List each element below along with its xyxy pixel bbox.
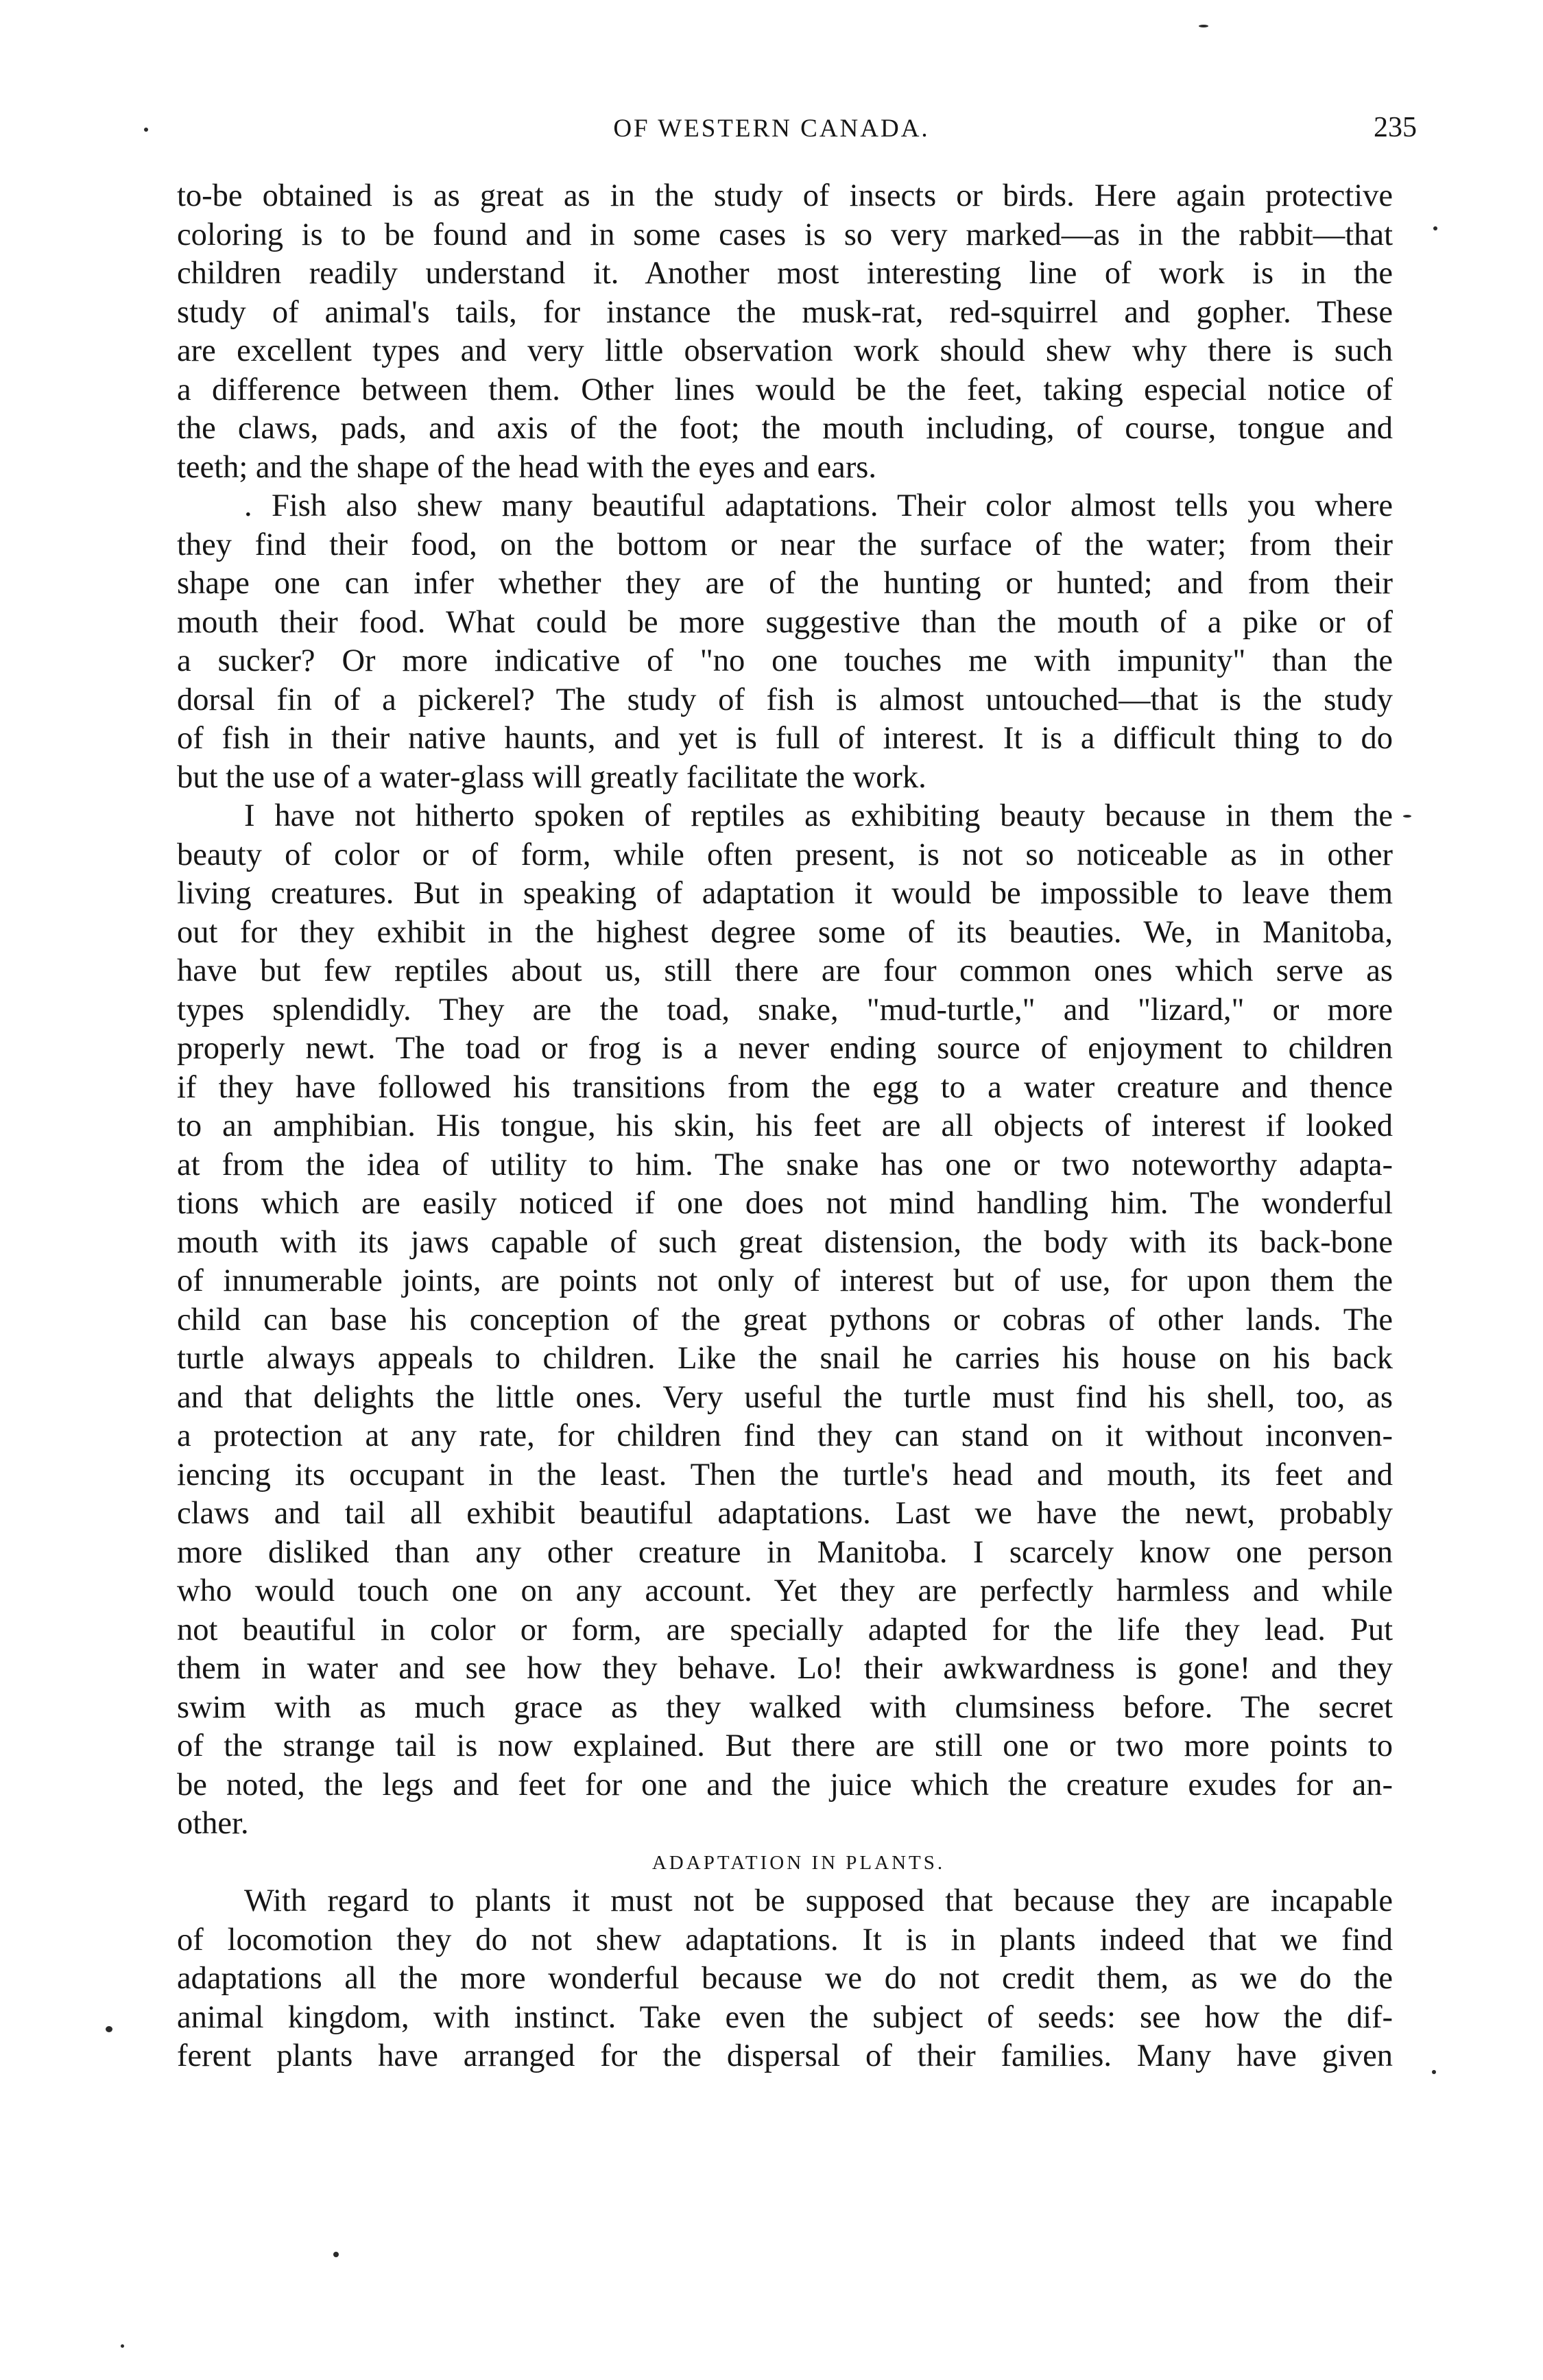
scan-speck [121, 2344, 124, 2348]
text-line: adaptations all the more wonderful because we do not credit them, as we do the [177, 1961, 1393, 1996]
text-line: ferent plants have arranged for the dispersal of their families. Many have given [177, 2038, 1393, 2073]
scan-speck [333, 2252, 339, 2257]
text-line: not beautiful in color or form, are specially adapted for the life they lead. Put [177, 1612, 1393, 1647]
text-line: a sucker? Or more indicative of "no one touches me with impunity" than the [177, 643, 1393, 678]
text-line: at from the idea of utility to him. The snake has one or two noteworthy adapta- [177, 1147, 1393, 1182]
text-line: a difference between them. Other lines would be the feet, taking especial notice of [177, 372, 1393, 407]
text-line: of innumerable joints, are points not only of interest but of use, for upon them the [177, 1263, 1393, 1298]
text-line: claws and tail all exhibit beautiful adaptations. Last we have the newt, probably [177, 1496, 1393, 1531]
section-heading: ADAPTATION IN PLANTS. [651, 1851, 946, 1874]
scan-speck [1433, 226, 1437, 230]
text-line: turtle always appeals to children. Like the snail he carries his house on his back [177, 1341, 1393, 1376]
text-line: study of animal's tails, for instance the musk-rat, red-squirrel and gopher. These [177, 294, 1393, 330]
text-line: living creatures. But in speaking of adaptation it would be impossible to leave them [177, 876, 1393, 911]
text-line: they find their food, on the bottom or near the surface of the water; from their [177, 527, 1393, 562]
scan-speck [144, 128, 148, 132]
text-line: out for they exhibit in the highest degree some of its beauties. We, in Manitoba, [177, 914, 1393, 950]
text-line: swim with as much grace as they walked with clumsiness before. The secret [177, 1689, 1393, 1725]
scan-speck [1199, 25, 1208, 27]
text-line: . Fish also shew many beautiful adaptations. Their color almost tells you where [244, 488, 1393, 523]
body-text [177, 177, 1393, 2076]
text-line: other. [177, 1806, 249, 1841]
text-line: be noted, the legs and feet for one and the juice which the creature exudes for an- [177, 1767, 1393, 1802]
text-line: tions which are easily noticed if one does not mind handling him. The wonderful [177, 1186, 1393, 1221]
text-line: to-be obtained is as great as in the study of insects or birds. Here again protective [177, 178, 1393, 213]
text-line: dorsal fin of a pickerel? The study of fish is almost untouched—that is the study [177, 682, 1393, 717]
text-line: shape one can infer whether they are of the hunting or hunted; and from their [177, 566, 1393, 601]
text-line: who would touch one on any account. Yet they are perfectly harmless and while [177, 1573, 1393, 1608]
text-line: and that delights the little ones. Very useful the turtle must find his shell, too, as [177, 1379, 1393, 1415]
text-line: types splendidly. They are the toad, snake, "mud-turtle," and "lizard," or more [177, 992, 1393, 1027]
text-line: I have not hitherto spoken of reptiles as exhibiting beauty because in them the [244, 798, 1393, 833]
text-line: properly newt. The toad or frog is a never ending source of enjoyment to children [177, 1031, 1393, 1066]
text-line: of locomotion they do not shew adaptations. It is in plants indeed that we find [177, 1922, 1393, 1957]
text-line: beauty of color or of form, while often present, is not so noticeable as in other [177, 837, 1393, 872]
text-line: animal kingdom, with instinct. Take even the subject of seeds: see how the dif- [177, 1999, 1393, 2035]
text-line: them in water and see how they behave. Lo! their awkwardness is gone! and they [177, 1651, 1393, 1686]
text-line: mouth their food. What could be more suggestive than the mouth of a pike or of [177, 604, 1393, 640]
text-line: have but few reptiles about us, still there are four common ones which serve as [177, 953, 1393, 988]
text-line: are excellent types and very little observation work should shew why there is such [177, 333, 1393, 368]
scan-speck [1432, 2070, 1436, 2074]
running-title: OF WESTERN CANADA. [613, 115, 930, 143]
text-line: but the use of a water-glass will greatly facilitate the work. [177, 759, 926, 795]
text-line: the claws, pads, and axis of the foot; the mouth including, of course, tongue and [177, 411, 1393, 446]
text-line: child can base his conception of the great pythons or cobras of other lands. The [177, 1302, 1393, 1337]
text-line: if they have followed his transitions from the egg to a water creature and thence [177, 1069, 1393, 1105]
text-line: to an amphibian. His tongue, his skin, his feet are all objects of interest if looked [177, 1108, 1393, 1143]
scan-speck [106, 2026, 112, 2032]
text-line: of fish in their native haunts, and yet is full of interest. It is a difficult thing to do [177, 721, 1393, 756]
text-line: a protection at any rate, for children find they can stand on it without inconven- [177, 1418, 1393, 1453]
page-number: 235 [1374, 112, 1417, 143]
scan-speck [1403, 815, 1411, 818]
text-line: mouth with its jaws capable of such great distension, the body with its back-bone [177, 1224, 1393, 1260]
text-line: With regard to plants it must not be supposed that because they are incapable [244, 1883, 1393, 1918]
text-line: of the strange tail is now explained. But there are still one or two more points to [177, 1728, 1393, 1763]
text-line: coloring is to be found and in some cases is so very marked—as in the rabbit—that [177, 217, 1393, 252]
text-line: teeth; and the shape of the head with the eyes and ears. [177, 449, 877, 485]
text-line: children readily understand it. Another most interesting line of work is in the [177, 256, 1393, 291]
text-line: iencing its occupant in the least. Then the turtle's head and mouth, its feet and [177, 1457, 1393, 1492]
text-line: more disliked than any other creature in Manitoba. I scarcely know one person [177, 1534, 1393, 1570]
